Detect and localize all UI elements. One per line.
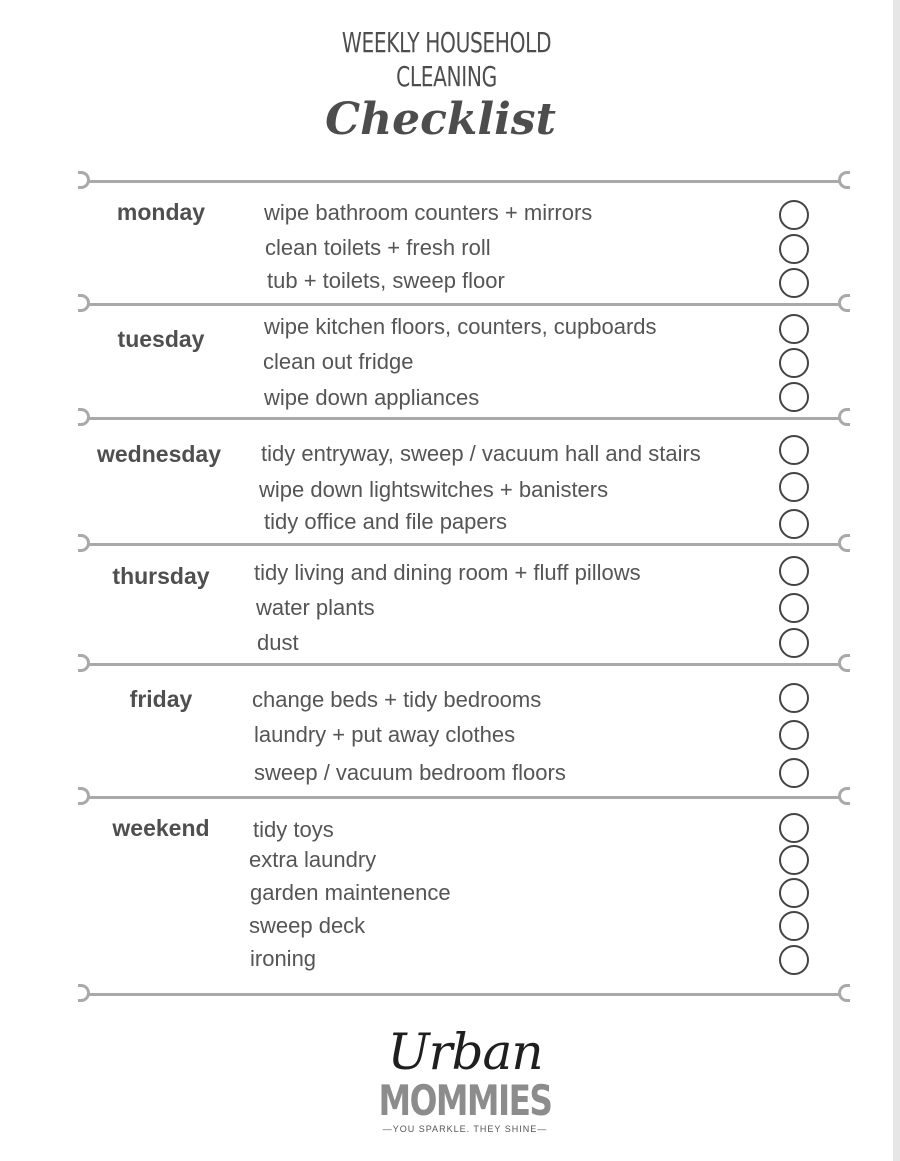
checklist-title [0,26,893,146]
task-checkbox[interactable] [779,348,809,378]
task-item: wipe bathroom counters + mirrors [264,200,593,225]
day-label-weekend: weekend [112,815,210,841]
task-checkbox[interactable] [779,556,809,586]
task-checkbox[interactable] [779,758,809,788]
task-checkbox[interactable] [779,314,809,344]
task-item: wipe down appliances [264,385,480,410]
task-item: dust [257,630,299,655]
day-label-friday: friday [129,686,193,712]
task-item: water plants [256,595,375,620]
task-item: sweep / vacuum bedroom floors [254,760,566,785]
task-item: clean out fridge [263,349,414,374]
day-label-wednesday: wednesday [97,441,221,467]
divider [88,796,840,799]
title-line-1: WEEKLY HOUSEHOLD [341,26,552,59]
task-item: tidy entryway, sweep / vacuum hall and stairs [261,441,701,466]
task-item: tidy office and file papers [264,509,507,534]
title-line-2: CLEANING [396,60,497,93]
divider [88,663,840,666]
divider [88,303,840,306]
task-checkbox[interactable] [779,435,809,465]
day-label-tuesday: tuesday [117,326,205,352]
task-checkbox[interactable] [779,472,809,502]
task-item: extra laundry [249,847,377,872]
task-item: ironing [250,946,317,971]
task-checkbox[interactable] [779,268,809,298]
task-checkbox[interactable] [779,720,809,750]
task-item: wipe down lightswitches + banisters [259,477,609,502]
task-item: garden maintenence [250,880,451,905]
day-label-thursday: thursday [112,563,210,589]
task-checkbox[interactable] [779,911,809,941]
task-checkbox[interactable] [779,200,809,230]
task-item: sweep deck [249,913,366,938]
task-item: tidy living and dining room + fluff pillows [254,560,641,585]
task-checkbox[interactable] [779,945,809,975]
task-checkbox[interactable] [779,683,809,713]
logo-wordmark: MOMMIES [378,1076,552,1125]
task-checkbox[interactable] [779,382,809,412]
page-edge-strip [893,0,900,1161]
task-checkbox[interactable] [779,878,809,908]
divider [88,417,840,420]
task-checkbox[interactable] [779,813,809,843]
task-checkbox[interactable] [779,593,809,623]
task-item: wipe kitchen floors, counters, cupboards [264,314,657,339]
task-checkbox[interactable] [779,509,809,539]
divider [88,993,840,996]
brand-logo [350,1025,580,1145]
day-label-monday: monday [116,199,206,225]
logo-tagline: —YOU SPARKLE. THEY SHINE— [382,1124,548,1134]
logo-script: Urban [387,1023,543,1081]
task-item: laundry + put away clothes [254,722,516,747]
task-checkbox[interactable] [779,845,809,875]
task-item: tub + toilets, sweep floor [267,268,505,293]
divider [88,543,840,546]
task-item: clean toilets + fresh roll [265,235,491,260]
task-item: tidy toys [253,817,334,842]
task-checkbox[interactable] [779,234,809,264]
task-checkbox[interactable] [779,628,809,658]
task-item: change beds + tidy bedrooms [252,687,542,712]
title-script: Checklist [325,94,556,145]
divider [88,180,840,183]
